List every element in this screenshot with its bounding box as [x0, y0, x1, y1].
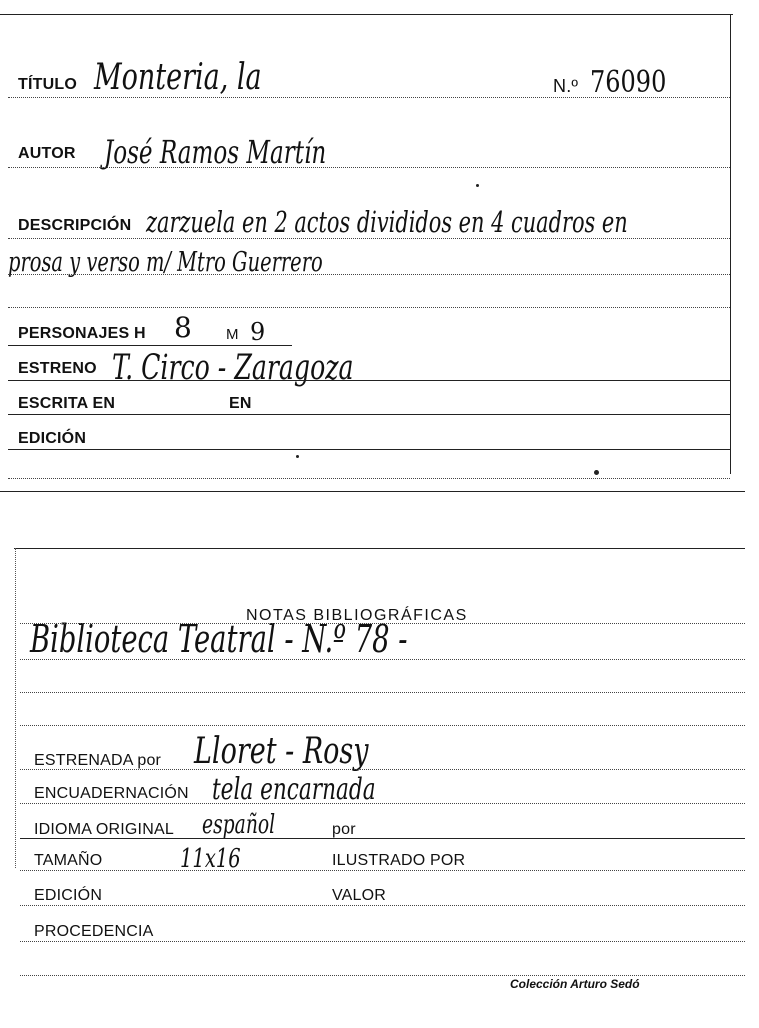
notas-label: NOTAS BIBLIOGRÁFICAS	[246, 607, 468, 624]
por-label: por	[332, 821, 356, 838]
notas-line-2	[20, 659, 745, 660]
procedencia-line	[20, 941, 745, 942]
idioma-value: español	[202, 810, 276, 840]
notas-line-3	[20, 692, 745, 693]
titulo-value: Monteria, la	[94, 57, 262, 98]
en-label: EN	[229, 395, 252, 412]
descripcion-value-line1: zarzuela en 2 actos divididos en 4 cuadros en	[146, 205, 628, 239]
card-bottom-border	[0, 491, 745, 492]
notas-value: Biblioteca Teatral - N.º 78 -	[30, 617, 408, 661]
autor-line	[8, 167, 730, 168]
descripcion-value-line2: prosa y verso m/ Mtro Guerrero	[8, 247, 323, 278]
numero-label: N.º	[553, 76, 579, 96]
ink-speck	[594, 470, 599, 475]
ilustrado-label: ILUSTRADO POR	[332, 852, 466, 869]
descripcion-line-3	[8, 307, 730, 308]
estreno-label: ESTRENO	[18, 360, 97, 377]
descripcion-line-2	[8, 274, 730, 275]
encuadernacion-label: ENCUADERNACIÓN	[34, 785, 189, 802]
estrenada-label: ESTRENADA por	[34, 752, 162, 769]
card2-left-border	[15, 548, 16, 868]
descripcion-line-1	[8, 238, 730, 239]
edicion-label-top: EDICIÓN	[18, 430, 87, 447]
tamano-value: 11x16	[180, 844, 241, 874]
edicion-label-bottom: EDICIÓN	[34, 887, 103, 904]
tamano-line	[20, 870, 745, 871]
idioma-label: IDIOMA ORIGINAL	[34, 821, 174, 838]
card1-last-line	[8, 478, 730, 479]
estrenada-value: Lloret - Rosy	[194, 731, 369, 772]
personajes-m-value: 9	[250, 318, 266, 346]
personajes-label: PERSONAJES H	[18, 325, 146, 342]
titulo-label: TÍTULO	[18, 76, 77, 93]
idioma-line	[20, 838, 745, 839]
descripcion-label: DESCRIPCIÓN	[18, 217, 132, 234]
escrita-label: ESCRITA EN	[18, 395, 116, 412]
edicion-line-bottom	[20, 905, 745, 906]
estreno-value: T. Circo - Zaragoza	[112, 348, 354, 388]
valor-label: VALOR	[332, 887, 387, 904]
card-right-border	[730, 14, 731, 474]
numero-value: 76090	[590, 65, 667, 100]
ink-speck	[296, 455, 299, 458]
notas-line-1	[20, 623, 745, 624]
tamano-label: TAMAÑO	[34, 852, 103, 869]
card2-top-border	[14, 548, 745, 549]
card2-last-line	[20, 975, 745, 976]
ink-speck	[476, 184, 479, 187]
procedencia-label: PROCEDENCIA	[34, 923, 154, 940]
escrita-line	[8, 414, 730, 415]
encuadernacion-line	[20, 803, 745, 804]
personajes-h-value: 8	[174, 311, 192, 344]
card-top-border	[0, 14, 733, 15]
encuadernacion-value: tela encarnada	[212, 772, 376, 807]
autor-label: AUTOR	[18, 145, 76, 162]
titulo-line	[8, 97, 730, 98]
estreno-line	[8, 380, 730, 381]
autor-value: José Ramos Martín	[104, 133, 327, 171]
personajes-line	[8, 345, 292, 346]
estrenada-line	[20, 769, 745, 770]
coleccion-stamp: Colección Arturo Sedó	[510, 977, 640, 991]
personajes-m-label: M	[226, 326, 239, 343]
edicion-line-top	[8, 449, 730, 450]
notas-line-4	[20, 725, 745, 726]
